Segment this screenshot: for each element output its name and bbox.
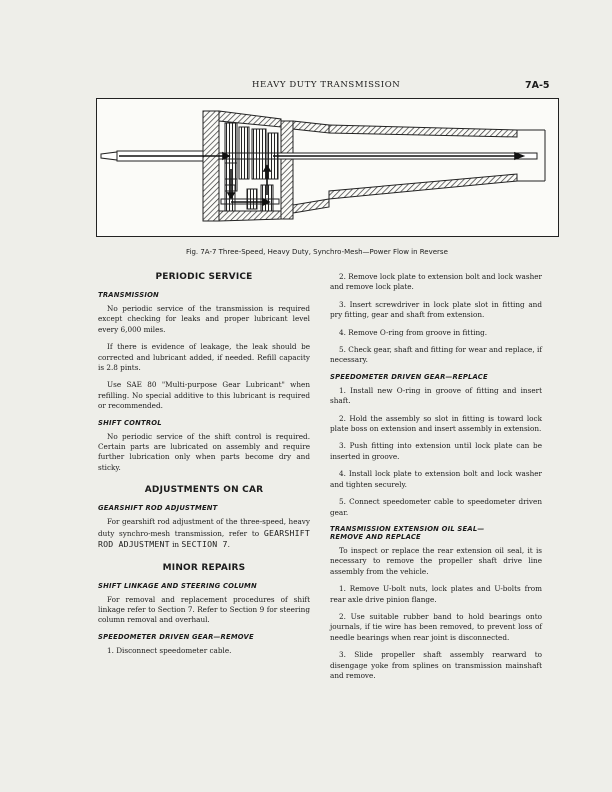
paragraph: 3. Push fitting into extension until lock plate can be inserted in groove. bbox=[330, 441, 542, 461]
paragraph: 2. Use suitable rubber band to hold bearings onto journals, if tie wire has been removed, to prevent loss of needle bearings when rear joint is disconnected. bbox=[330, 611, 542, 642]
transmission-diagram bbox=[96, 98, 559, 237]
reference-text: SECTION 7 bbox=[181, 539, 228, 550]
page-header bbox=[0, 80, 612, 94]
subheading-shift-linkage: SHIFT LINKAGE AND STEERING COLUMN bbox=[98, 581, 257, 590]
heading-adjustments-on-car: ADJUSTMENTS ON CAR bbox=[144, 485, 264, 496]
subheading-speedo-replace: SPEEDOMETER DRIVEN GEAR—REPLACE bbox=[330, 372, 488, 381]
text: For gearshift rod adjustment of the three-speed, heavy duty synchro-mesh transmission, refer to bbox=[98, 517, 310, 538]
subheading-speedo-remove: SPEEDOMETER DRIVEN GEAR—REMOVE bbox=[98, 632, 254, 641]
page-number: 7A-5 bbox=[525, 80, 550, 91]
mainshaft-gears bbox=[225, 123, 278, 191]
paragraph: 1. Remove U-bolt nuts, lock plates and U-bolts from rear axle drive pinion flange. bbox=[330, 584, 542, 604]
subheading-shift-control: SHIFT CONTROL bbox=[98, 418, 162, 427]
paragraph: No periodic service of the transmission is required except checking for leaks and proper lubricant level every 6,000 miles. bbox=[98, 304, 310, 334]
paragraph: 4. Remove O-ring from groove in fitting. bbox=[339, 327, 488, 337]
right-column bbox=[330, 272, 542, 688]
paragraph: 2. Hold the assembly so slot in fitting is toward lock plate boss on extension and insert assembly in extension. bbox=[330, 413, 542, 434]
paragraph: No periodic service of the shift control is required. Certain parts are lubricated on assembly and require further lubrication only when parts become dry and sticky. bbox=[98, 431, 310, 472]
paragraph: 5. Check gear, shaft and fitting for wear and replace, if necessary. bbox=[330, 345, 542, 365]
paragraph: 1. Install new O-ring in groove of fitting and insert shaft. bbox=[330, 385, 542, 406]
paragraph: If there is evidence of leakage, the leak should be corrected and lubricant added, if needed. Refill capacity is 2.8 pints. bbox=[98, 342, 310, 373]
paragraph: 5. Connect speedometer cable to speedometer driven gear. bbox=[330, 497, 542, 517]
subheading-oil-seal-2: REMOVE AND REPLACE bbox=[330, 532, 421, 541]
paragraph: To inspect or replace the rear extension oil seal, it is necessary to remove the propeller shaft drive line assembly from the vehicle. bbox=[330, 545, 542, 576]
subheading-oil-seal: TRANSMISSION EXTENSION OIL SEAL— bbox=[330, 524, 485, 533]
subheading-gearshift-rod: GEARSHIFT ROD ADJUSTMENT bbox=[98, 504, 218, 513]
paragraph: 3. Slide propeller shaft assembly rearward to disengage yoke from splines on transmission mainshaft and remove. bbox=[330, 650, 542, 680]
reference-text: GEARSHIFT ROD ADJUSTMENT bbox=[98, 527, 310, 550]
heading-periodic-service: PERIODIC SERVICE bbox=[155, 272, 253, 282]
paragraph: 3. Insert screwdriver in lock plate slot in fitting and pry fitting, gear and shaft from extension. bbox=[330, 299, 542, 320]
text: in bbox=[169, 540, 182, 550]
extension-housing bbox=[293, 121, 517, 213]
paragraph: 4. Install lock plate to extension bolt and lock washer and tighten securely. bbox=[330, 469, 542, 489]
running-title: HEAVY DUTY TRANSMISSION bbox=[252, 80, 401, 90]
heading-minor-repairs: MINOR REPAIRS bbox=[162, 562, 246, 573]
countershaft-gears bbox=[225, 185, 273, 211]
paragraph: 2. Remove lock plate to extension bolt and lock washer and remove lock plate. bbox=[330, 272, 542, 292]
subheading-transmission: TRANSMISSION bbox=[98, 291, 159, 299]
left-column bbox=[98, 272, 310, 663]
paragraph-gearshift-rod bbox=[98, 517, 310, 550]
paragraph: 1. Disconnect speedometer cable. bbox=[107, 645, 232, 655]
paragraph: Use SAE 80 "Multi-purpose Gear Lubricant" when refilling. No special additive to this lubricant is required or recommended. bbox=[98, 380, 310, 411]
figure-caption: Fig. 7A-7 Three-Speed, Heavy Duty, Synchro-Mesh—Power Flow in Reverse bbox=[186, 248, 448, 256]
paragraph: For removal and replacement procedures of shift linkage refer to Section 7. Refer to Section 9 for steering column removal and overhaul. bbox=[98, 594, 310, 625]
text: . bbox=[227, 540, 230, 550]
